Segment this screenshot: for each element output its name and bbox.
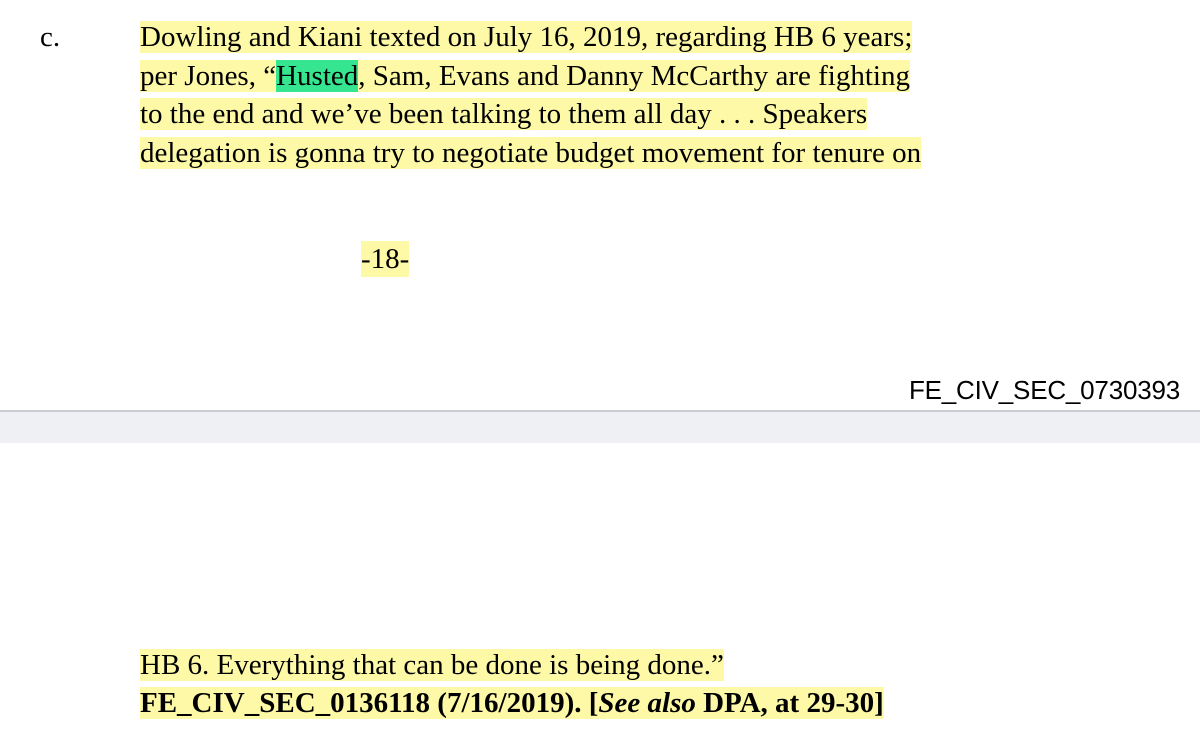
quoted-paragraph — [140, 18, 1180, 172]
paragraph-line — [140, 646, 884, 684]
page-number: -18- — [361, 243, 410, 275]
citation-signal: See also — [598, 687, 696, 719]
page-separator — [0, 410, 1200, 443]
citation-text: DPA, at 29-30] — [695, 687, 884, 719]
highlighted-text: to the end and we’ve been talking to them all day . . . Speakers — [140, 98, 868, 130]
paragraph-line — [140, 57, 1180, 96]
highlighted-text: per Jones, “ — [140, 59, 277, 92]
continued-paragraph — [140, 646, 884, 722]
list-marker: c. — [40, 21, 61, 53]
highlighted-text: Dowling and Kiani texted on July 16, 2019, regarding HB 6 years; — [140, 21, 913, 53]
highlighted-text: delegation is gonna try to negotiate budget movement for tenure on — [140, 136, 922, 169]
highlighted-text: , Sam, Evans and Danny McCarthy are fighting — [358, 59, 910, 92]
citation-line — [140, 684, 884, 722]
citation-text: FE_CIV_SEC_0136118 (7/16/2019). [ — [140, 687, 599, 719]
highlighted-text: HB 6. Everything that can be done is being done.” — [140, 649, 724, 681]
document-page-bottom — [0, 443, 1200, 734]
search-match-highlight: Husted — [276, 59, 359, 92]
paragraph-line — [140, 95, 1180, 134]
paragraph-line — [140, 18, 1180, 57]
bates-stamp: FE_CIV_SEC_0730393 — [908, 375, 1180, 405]
paragraph-line — [140, 134, 1180, 173]
